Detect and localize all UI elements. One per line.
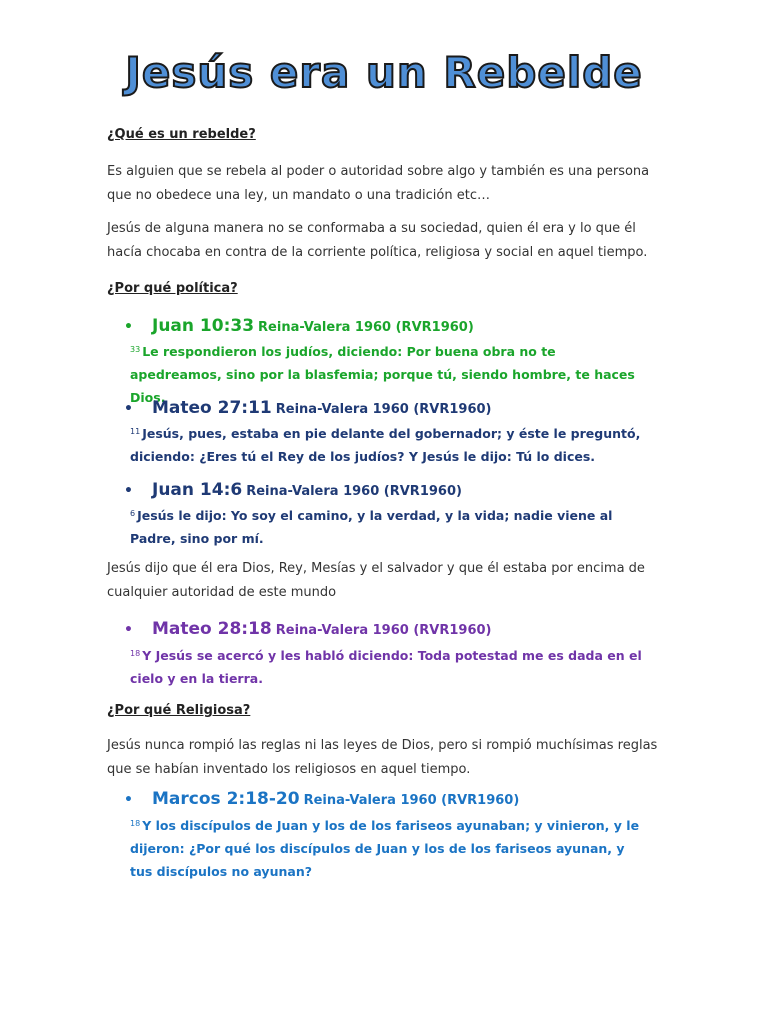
bullet: •: [124, 401, 133, 417]
heading-por-que-politica: ¿Por qué política?: [107, 281, 238, 296]
scripture-reference: [124, 316, 684, 336]
verse-number: 18: [130, 649, 141, 658]
paragraph-definition: Es alguien que se rebela al poder o autoridad sobre algo y también es una persona que no obedece una ley, un mandato o una tradición etc…: [107, 164, 650, 203]
scripture-reference: [124, 398, 684, 418]
scripture-book: Juan 14:6: [152, 480, 243, 500]
bullet: •: [124, 319, 133, 335]
verse-number: 11: [130, 427, 141, 436]
scripture-verse: [130, 644, 650, 690]
scripture-book: Juan 10:33: [152, 316, 255, 336]
paragraph-jesus-authority: Jesús dijo que él era Dios, Rey, Mesías y el salvador y que él estaba por encima de cualquier autoridad de este mundo: [107, 561, 645, 600]
scripture-verse: [130, 504, 650, 550]
bullet: •: [124, 622, 133, 638]
scripture-reference: [124, 480, 684, 500]
scripture-version: Reina-Valera 1960 (RVR1960): [303, 793, 520, 808]
verse-text: Y los discípulos de Juan y los de los fariseos ayunaban; y vinieron, y le dijeron: ¿Por qué los discípulos de Juan y los de los fariseos ayunan, y tus discípulos no ayunan?: [130, 818, 640, 879]
heading-que-es-rebelde: ¿Qué es un rebelde?: [107, 127, 256, 142]
heading-por-que-religiosa: ¿Por qué Religiosa?: [107, 703, 251, 718]
bullet: •: [124, 483, 133, 499]
bullet: •: [124, 792, 133, 808]
verse-number: 6: [130, 509, 136, 518]
scripture-book: Mateo 27:11: [152, 398, 272, 418]
scripture-verse: [130, 814, 650, 883]
verse-text: Y Jesús se acercó y les habló diciendo: Toda potestad me es dada en el cielo y en la tierra.: [130, 648, 642, 686]
scripture-book: Mateo 28:18: [152, 619, 272, 639]
paragraph-religious-rules: Jesús nunca rompió las reglas ni las leyes de Dios, pero si rompió muchísimas reglas que se habían inventado los religiosos en aquel tiempo.: [107, 738, 658, 777]
page-title: Jesús era un Rebelde: [125, 48, 643, 97]
scripture-reference: [124, 789, 684, 809]
paragraph-jesus-society: Jesús de alguna manera no se conformaba a su sociedad, quien él era y lo que él hacía chocaba en contra de la corriente política, religiosa y social en aquel tiempo.: [107, 221, 648, 260]
scripture-reference: [124, 619, 684, 639]
scripture-book: Marcos 2:18-20: [152, 789, 300, 809]
verse-text: Jesús, pues, estaba en pie delante del gobernador; y éste le preguntó, diciendo: ¿Eres tú el Rey de los judíos? Y Jesús le dijo: Tú lo dices.: [130, 426, 641, 464]
verse-text: Jesús le dijo: Yo soy el camino, y la verdad, y la vida; nadie viene al Padre, sino por mí.: [130, 508, 613, 546]
verse-number: 33: [130, 345, 141, 354]
scripture-verse: [130, 422, 650, 468]
verse-text: Le respondieron los judíos, diciendo: Por buena obra no te apedreamos, sino por la blasfemia; porque tú, siendo hombre, te haces Dios.: [130, 344, 635, 405]
scripture-version: Reina-Valera 1960 (RVR1960): [246, 484, 462, 499]
scripture-version: Reina-Valera 1960 (RVR1960): [275, 623, 492, 638]
scripture-version: Reina-Valera 1960 (RVR1960): [258, 320, 474, 335]
verse-number: 18: [130, 819, 141, 828]
scripture-version: Reina-Valera 1960 (RVR1960): [275, 402, 492, 417]
